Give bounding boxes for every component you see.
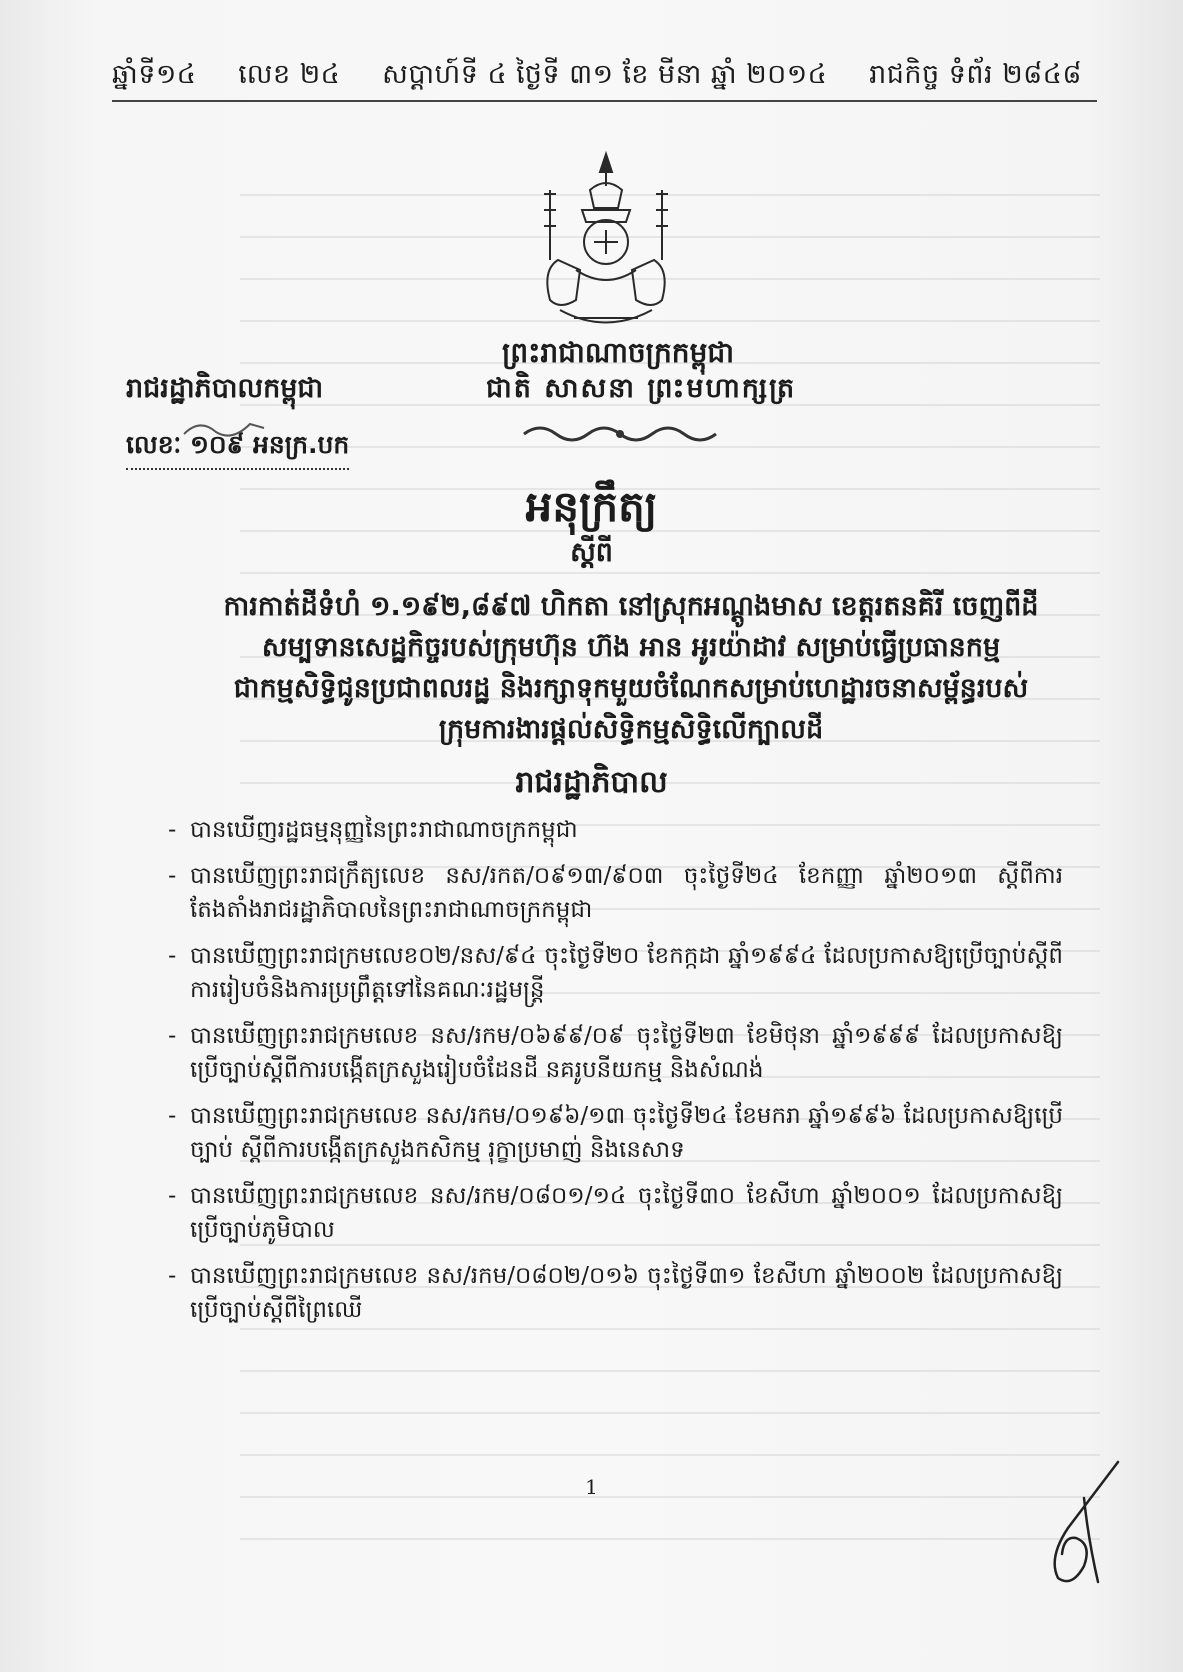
recital-item: - បានឃើញព្រះរាជក្រមលេខ នស/រកម/០៨០១/១៤ ចុះថ្ងៃទី៣០ ខែសីហា ឆ្នាំ២០០១ ដែលប្រកាសឱ្យប្រើច្បាប់ភូមិបាល <box>168 1179 1063 1247</box>
title-line: ជាកម្មសិទ្ធិជូនប្រជាពលរដ្ឋ និងរក្សាទុកមួយចំណែកសម្រាប់ហេដ្ឋារចនាសម្ព័ន្ធរបស់ <box>233 673 1029 704</box>
document-about-label: ស្តីពី <box>570 537 613 568</box>
national-motto: ជាតិ សាសនា ព្រះមហាក្សត្រ <box>486 373 797 404</box>
royal-coat-of-arms-icon <box>520 150 692 335</box>
recital-item: - បានឃើញព្រះរាជក្រមលេខ នស/រកម/០៨០២/០១៦ ចុះថ្ងៃទី៣១ ខែសីហា ឆ្នាំ២០០២ ដែលប្រកាសឱ្យប្រើច្បាប់ស្តីពីព្រៃឈើ <box>168 1259 1063 1327</box>
gazette-header <box>112 58 1082 97</box>
title-line: សម្បទានសេដ្ឋកិច្ចរបស់ក្រុមហ៊ុន ហ៊ង អាន អូរយ៉ាដាវ សម្រាប់ធ្វើប្រធានកម្ម <box>261 632 1001 663</box>
recital-item: - បានឃើញព្រះរាជក្រមលេខ នស/រកម/០៦៩៩/០៩ ចុះថ្ងៃទី២៣ ខែមិថុនា ឆ្នាំ១៩៩៩ ដែលប្រកាសឱ្យប្រើច្បាប់ស្តីពីការបង្កើតក្រសួងរៀបចំដែនដី នគរូបនីយកម្ម និងសំណង់ <box>168 1019 1063 1087</box>
gazette-date: សប្តាហ៍ទី ៤ ថ្ងៃទី ៣១ ខែ មីនា ឆ្នាំ ២០១៤ <box>382 59 828 90</box>
handwritten-number-mark <box>180 412 268 442</box>
flourish-ornament-icon <box>520 420 720 446</box>
recital-item: - បានឃើញព្រះរាជក្រឹត្យលេខ នស/រកត/០៩១៣/៩០៣ ចុះថ្ងៃទី២៤ ខែកញ្ញា ឆ្នាំ២០១៣ ស្តីពីការតែងតាំងរាជរដ្ឋាភិបាលនៃព្រះរាជាណាចក្រកម្ពុជា <box>168 859 1063 927</box>
gazette-page: រាជកិច្ច ទំព័រ ២៨៤៨ <box>869 59 1082 90</box>
recital-item: - បានឃើញព្រះរាជក្រមលេខ នស/រកម/០១៩៦/១៣ ចុះថ្ងៃទី២៤ ខែមករា ឆ្នាំ១៩៩៦ ដែលប្រកាសឱ្យប្រើច្បាប់ ស្តីពីការបង្កើតក្រសួងកសិកម្ម រុក្ខាប្រមាញ់ និងនេសាទ <box>168 1099 1063 1167</box>
document-title <box>196 586 1066 750</box>
title-line: ក្រុមការងារផ្តល់សិទ្ធិកម្មសិទ្ធិលើក្បាលដី <box>438 714 824 745</box>
recital-item: - បានឃើញរដ្ឋធម្មនុញ្ញនៃព្រះរាជាណាចក្រកម្ពុជា <box>168 813 1063 847</box>
signature-initials <box>1028 1458 1123 1590</box>
government-label: រាជរដ្ឋាភិបាលកម្ពុជា <box>126 373 324 404</box>
document-type: អនុក្រឹត្យ <box>525 482 658 531</box>
header-rule <box>112 100 1097 102</box>
title-line: ការកាត់ដីទំហំ ១.១៩២,៨៩៧ ហិកតា នៅស្រុកអណ្តូងមាស ខេត្តរតនគិរី ចេញពីដី <box>223 591 1039 622</box>
recitals-list <box>168 813 1063 1339</box>
gazette-issue: លេខ ២៤ <box>238 59 341 90</box>
issuing-authority: រាជរដ្ឋាភិបាល <box>515 765 668 800</box>
document-number: លេខៈ ១០៩ អនក្រ.បក <box>126 430 349 470</box>
recital-item: - បានឃើញព្រះរាជក្រមលេខ០២/នស/៩៤ ចុះថ្ងៃទី២០ ខែកក្កដា ឆ្នាំ១៩៩៤ ដែលប្រកាសឱ្យប្រើច្បាប់ស្តីពីការរៀបចំនិងការប្រព្រឹត្តទៅនៃគណៈរដ្ឋមន្ត្រី <box>168 939 1063 1007</box>
gazette-year: ឆ្នាំទី១៤ <box>112 59 197 90</box>
kingdom-name: ព្រះរាជាណាចក្រកម្ពុជា <box>501 336 734 369</box>
letterhead-row <box>126 372 1066 414</box>
page-number: 1 <box>585 1475 598 1499</box>
